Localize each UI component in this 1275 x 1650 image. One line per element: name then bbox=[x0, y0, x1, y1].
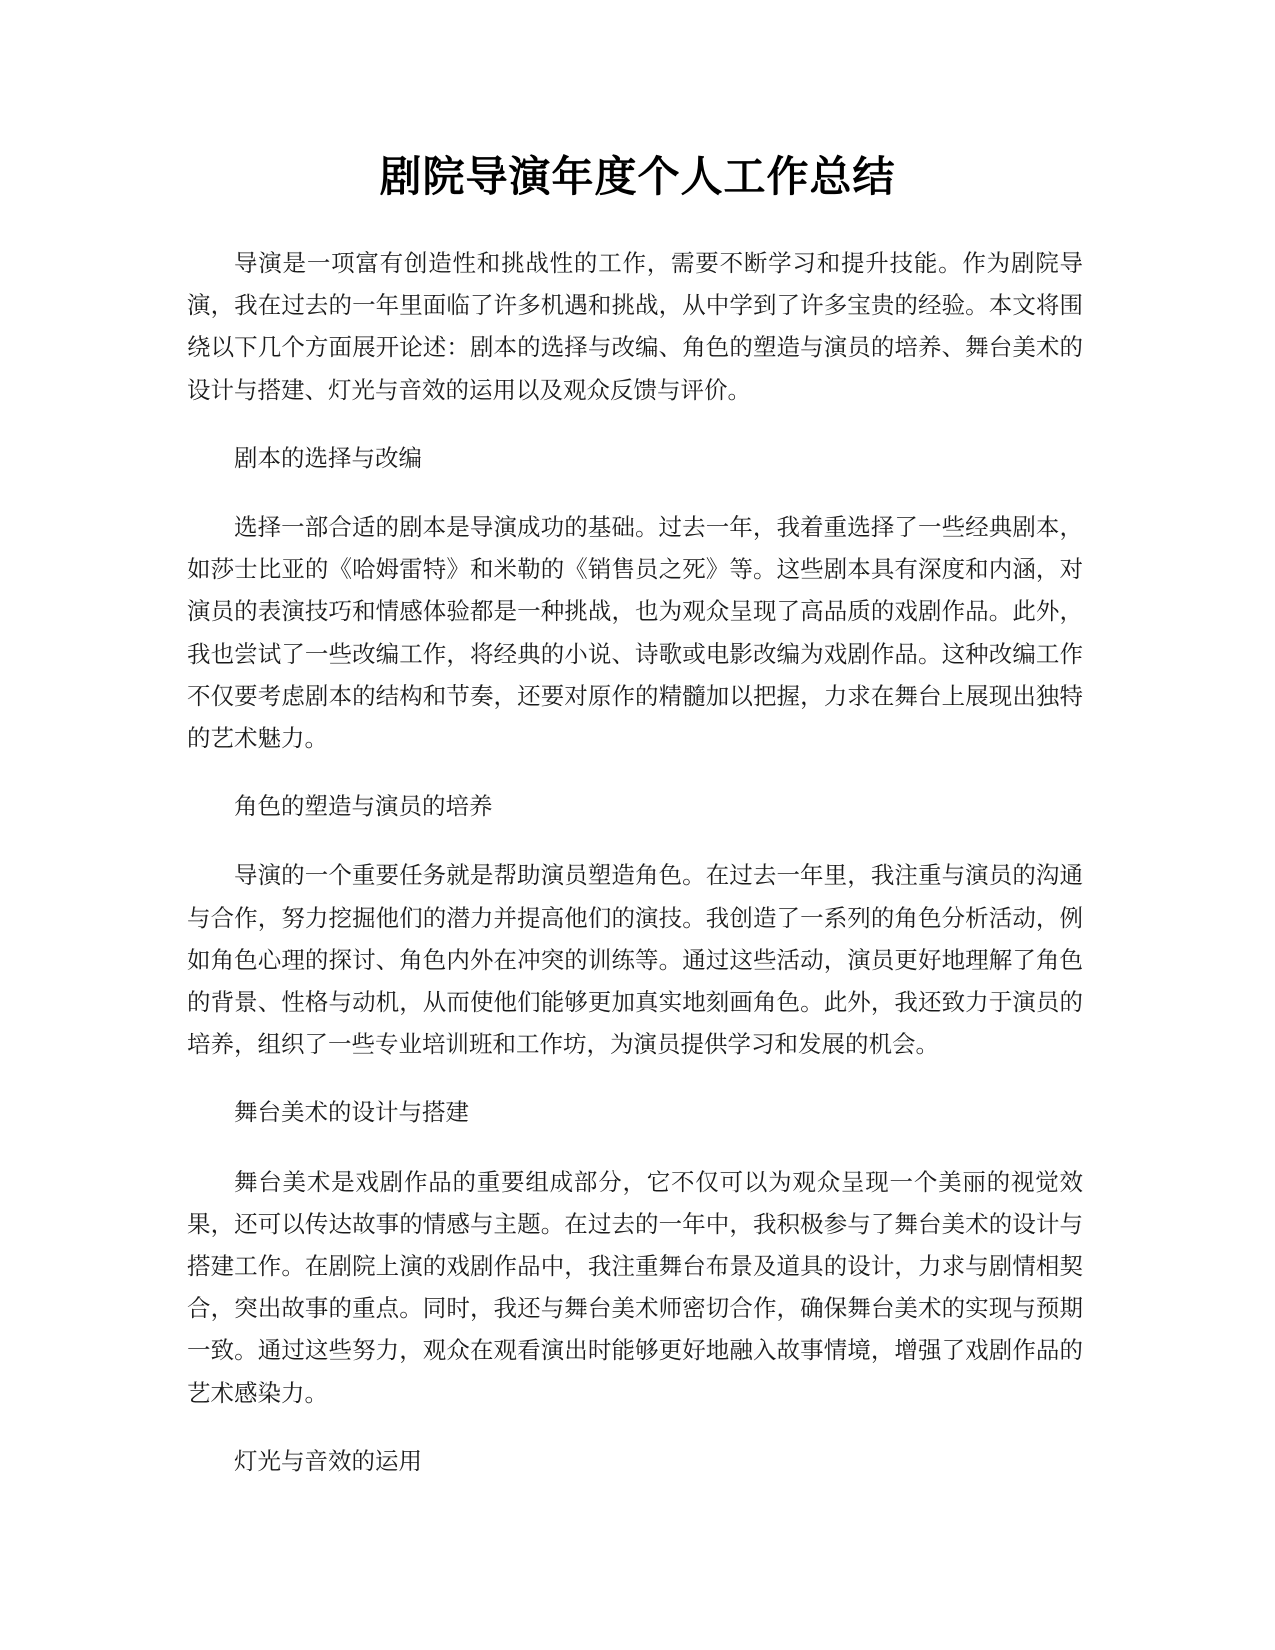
section-heading-stage-art: 舞台美术的设计与搭建 bbox=[234, 1098, 469, 1127]
section-heading-script: 剧本的选择与改编 bbox=[234, 443, 422, 472]
document-body bbox=[187, 242, 1083, 1509]
section-heading-roles: 角色的塑造与演员的培养 bbox=[234, 792, 493, 821]
intro-paragraph: 导演是一项富有创造性和挑战性的工作，需要不断学习和提升技能。作为剧院导演，我在过去的一年里面临了许多机遇和挑战，从中学到了许多宝贵的经验。本文将围绕以下几个方面展开论述：剧本的选择与改编、角色的塑造与演员的培养、舞台美术的设计与搭建、灯光与音效的运用以及观众反馈与评价。 bbox=[187, 249, 1083, 404]
roles-paragraph: 导演的一个重要任务就是帮助演员塑造角色。在过去一年里，我注重与演员的沟通与合作，努力挖掘他们的潜力并提高他们的演技。我创造了一系列的角色分析活动，例如角色心理的探讨、角色内外在冲突的训练等。通过这些活动，演员更好地理解了角色的背景、性格与动机，从而使他们能够更加真实地刻画角色。此外，我还致力于演员的培养，组织了一些专业培训班和工作坊，为演员提供学习和发展的机会。 bbox=[187, 861, 1083, 1059]
script-paragraph: 选择一部合适的剧本是导演成功的基础。过去一年，我着重选择了一些经典剧本，如莎士比亚的《哈姆雷特》和米勒的《销售员之死》等。这些剧本具有深度和内涵，对演员的表演技巧和情感体验都是一种挑战，也为观众呈现了高品质的戏剧作品。此外，我也尝试了一些改编工作，将经典的小说、诗歌或电影改编为戏剧作品。这种改编工作不仅要考虑剧本的结构和节奏，还要对原作的精髓加以把握，力求在舞台上展现出独特的艺术魅力。 bbox=[187, 513, 1083, 753]
document-title: 剧院导演年度个人工作总结 bbox=[379, 152, 896, 201]
section-heading-lighting-sound: 灯光与音效的运用 bbox=[234, 1446, 422, 1475]
stage-art-paragraph: 舞台美术是戏剧作品的重要组成部分，它不仅可以为观众呈现一个美丽的视觉效果，还可以传达故事的情感与主题。在过去的一年中，我积极参与了舞台美术的设计与搭建工作。在剧院上演的戏剧作品中，我注重舞台布景及道具的设计，力求与剧情相契合，突出故事的重点。同时，我还与舞台美术师密切合作，确保舞台美术的实现与预期一致。通过这些努力，观众在观看演出时能够更好地融入故事情境，增强了戏剧作品的艺术感染力。 bbox=[187, 1167, 1083, 1407]
